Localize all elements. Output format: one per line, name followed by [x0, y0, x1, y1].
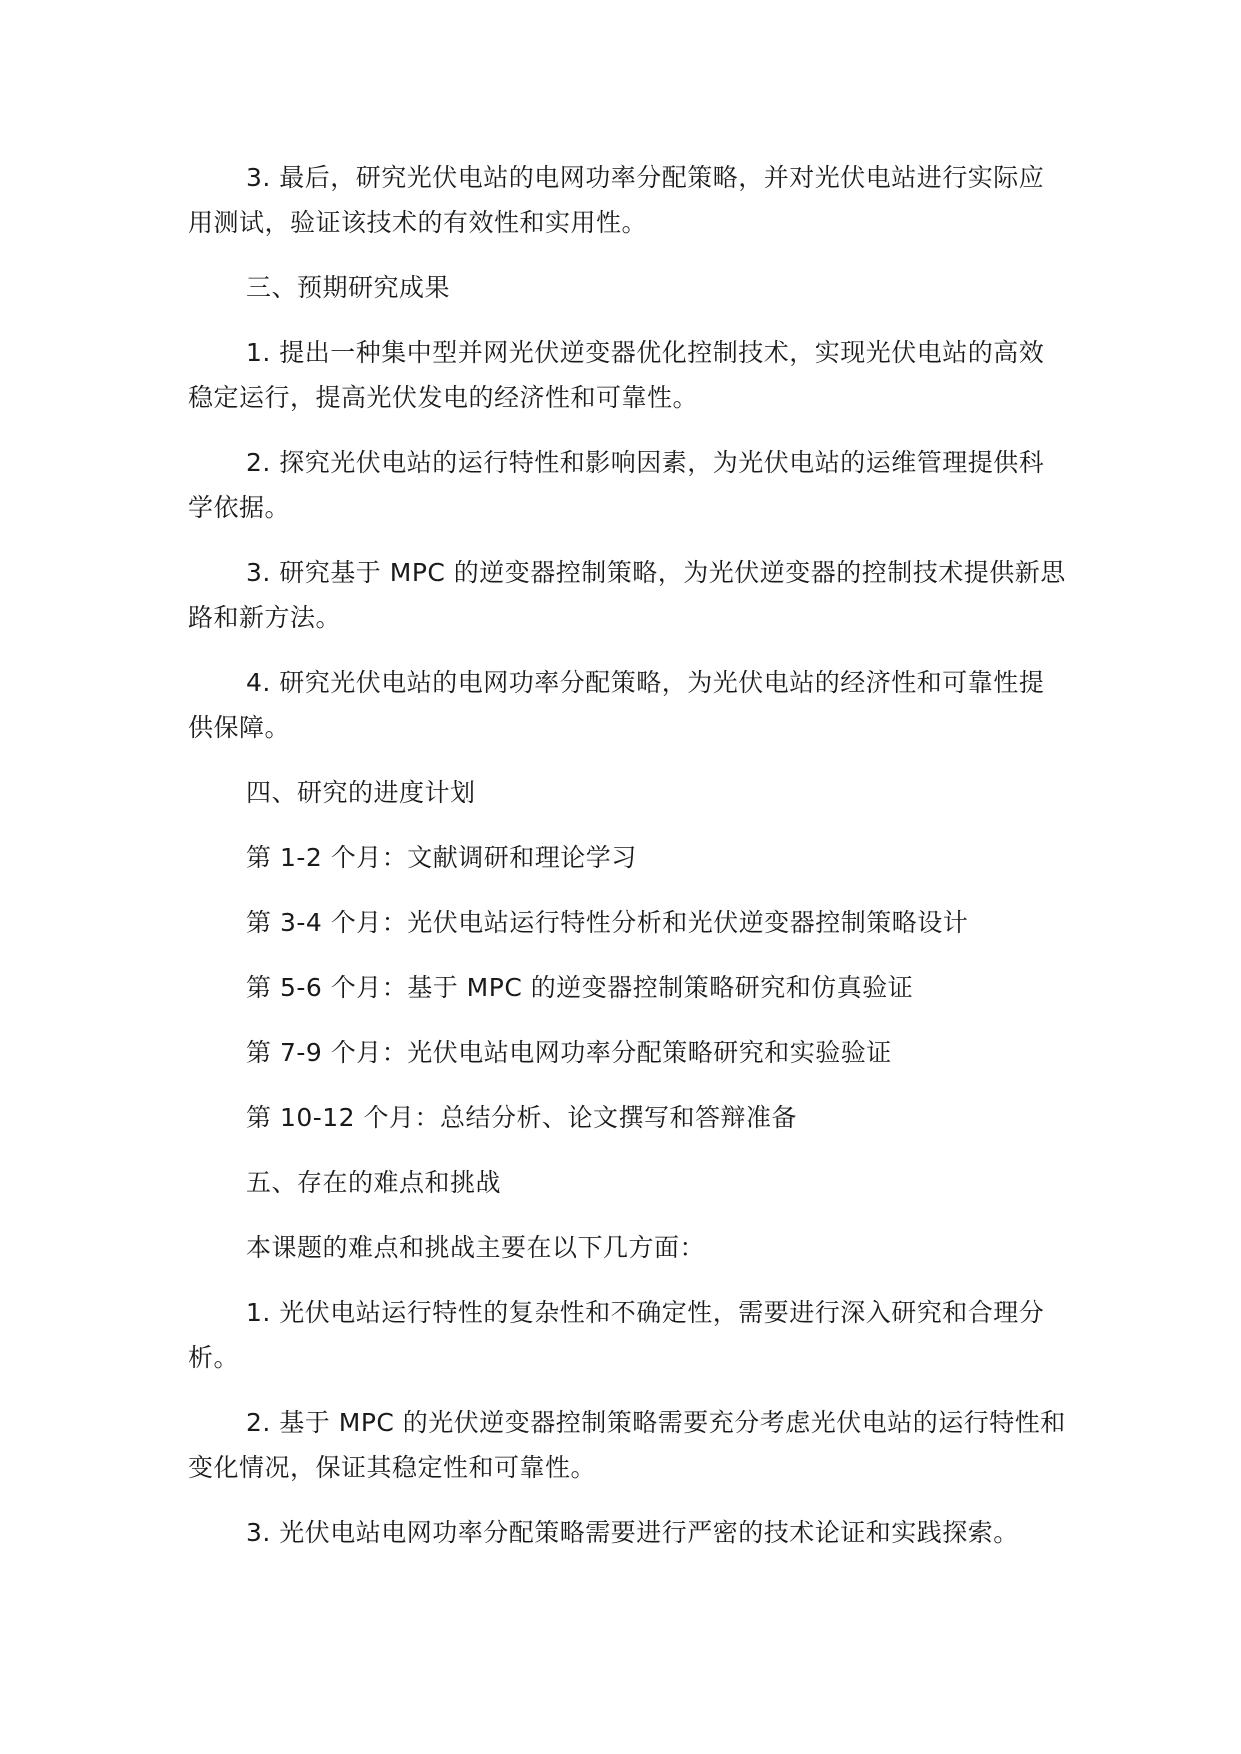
paragraph-result-1: 1. 提出一种集中型并网光伏逆变器优化控制技术，实现光伏电站的高效稳定运行，提高光伏发电的经济性和可靠性。 [188, 338, 1045, 412]
document-body [188, 155, 1068, 1575]
schedule-item-4: 第 7-9 个月：光伏电站电网功率分配策略研究和实验验证 [246, 1038, 892, 1067]
schedule-item-3: 第 5-6 个月：基于 MPC 的逆变器控制策略研究和仿真验证 [246, 973, 914, 1002]
paragraph-result-2: 2. 探究光伏电站的运行特性和影响因素，为光伏电站的运维管理提供科学依据。 [188, 448, 1045, 522]
paragraph-result-3: 3. 研究基于 MPC 的逆变器控制策略，为光伏逆变器的控制技术提供新思路和新方法。 [188, 558, 1066, 632]
paragraph-difficulty-2: 2. 基于 MPC 的光伏逆变器控制策略需要充分考虑光伏电站的运行特性和变化情况，保证其稳定性和可靠性。 [188, 1408, 1066, 1482]
schedule-item-2: 第 3-4 个月：光伏电站运行特性分析和光伏逆变器控制策略设计 [246, 908, 969, 937]
schedule-item-5: 第 10-12 个月：总结分析、论文撰写和答辩准备 [246, 1103, 798, 1132]
paragraph-difficulties-intro: 本课题的难点和挑战主要在以下几方面： [246, 1233, 706, 1262]
section-heading-difficulties: 五、存在的难点和挑战 [246, 1168, 502, 1197]
section-heading-schedule: 四、研究的进度计划 [246, 778, 476, 807]
schedule-item-1: 第 1-2 个月：文献调研和理论学习 [246, 843, 637, 872]
paragraph-difficulty-3: 3. 光伏电站电网功率分配策略需要进行严密的技术论证和实践探索。 [246, 1518, 1019, 1547]
paragraph-result-4: 4. 研究光伏电站的电网功率分配策略，为光伏电站的经济性和可靠性提供保障。 [188, 668, 1045, 742]
section-heading-expected-results: 三、预期研究成果 [246, 273, 451, 302]
paragraph-final-step: 3. 最后，研究光伏电站的电网功率分配策略，并对光伏电站进行实际应用测试，验证该技术的有效性和实用性。 [188, 163, 1045, 237]
paragraph-difficulty-1: 1. 光伏电站运行特性的复杂性和不确定性，需要进行深入研究和合理分析。 [188, 1298, 1045, 1372]
